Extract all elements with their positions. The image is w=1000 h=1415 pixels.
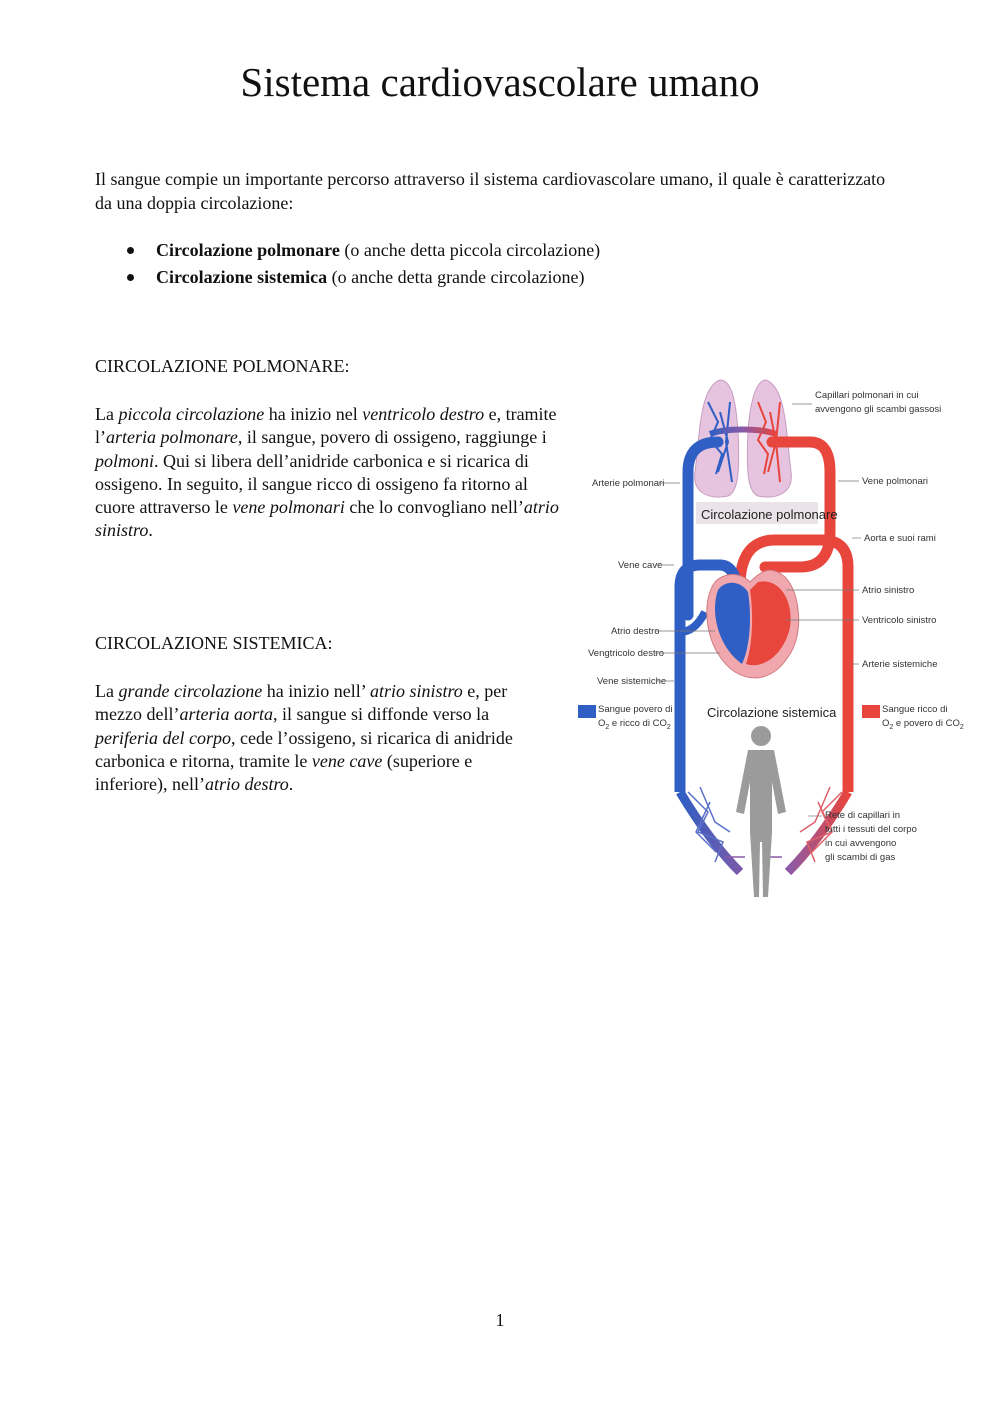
- label-vene-cave: Vene cave: [618, 560, 663, 571]
- circulation-diagram: [560, 372, 964, 902]
- label-ventricolo-sinistro: Ventricolo sinistro: [862, 615, 937, 626]
- label-capillari-polmonari-2: avvengono gli scambi gassosi: [815, 404, 942, 415]
- circulation-diagram-svg: [560, 372, 964, 902]
- label-circolazione-sistemica: Circolazione sistemica: [707, 705, 837, 720]
- bullet-icon: [127, 274, 134, 281]
- pulmonary-paragraph: La piccola circolazione ha inizio nel ventricolo destro e, tramite l’arteria polmonare, il sangue, povero di ossigeno, raggiunge i polmoni. Qui si libera dell’anidride carbonica e si ricarica di ossigeno. In seguito, il sangue ricco di ossigeno fa ritorno al cuore attraverso le vene polmonari che lo convogliano nell’atrio sinistro.: [95, 404, 559, 541]
- bullet-icon: [127, 247, 134, 254]
- label-rete-capillari-3: in cui avvengono: [825, 838, 897, 849]
- list-item-text: (o anche detta grande circolazione): [327, 267, 585, 287]
- label-aorta: Aorta e suoi rami: [864, 533, 936, 544]
- list-item: [95, 264, 895, 291]
- label-vene-sistemiche: Vene sistemiche: [597, 676, 667, 687]
- label-atrio-destro: Atrio destro: [611, 626, 660, 637]
- list-item-text: (o anche detta piccola circolazione): [339, 240, 601, 260]
- legend-red-swatch: [862, 705, 880, 718]
- systemic-heading: CIRCOLAZIONE SISTEMICA:: [95, 633, 333, 653]
- list-item-bold: Circolazione sistemica: [156, 267, 328, 287]
- label-rete-capillari-4: gli scambi di gas: [825, 852, 896, 863]
- label-vene-polmonari: Vene polmonari: [862, 476, 929, 487]
- label-arterie-sistemiche: Arterie sistemiche: [862, 659, 938, 670]
- legend-blue-line1: Sangue povero di: [598, 704, 673, 715]
- label-arterie-polmonari: Arterie polmonari: [592, 478, 665, 489]
- heart-icon: [707, 570, 799, 678]
- page-title: Sistema cardiovascolare umano: [240, 59, 760, 105]
- pulmonary-heading: CIRCOLAZIONE POLMONARE:: [95, 356, 350, 376]
- intro-paragraph: Il sangue compie un importante percorso attraverso il sistema cardiovascolare umano, il quale è caratterizzato da una doppia circolazione:: [95, 169, 886, 213]
- label-capillari-polmonari: Capillari polmonari in cui: [815, 390, 919, 401]
- legend-blue-line2: $O_2$ e ricco di $CO_2$: [598, 718, 671, 731]
- systemic-paragraph: La grande circolazione ha inizio nell’ atrio sinistro e, per mezzo dell’arteria aorta, il sangue si diffonde verso la periferia del corpo, cede l’ossigeno, si ricarica di anidride carbonica e ritorna, tramite le vene cave (superiore e inferiore), nell’atrio destro.: [95, 681, 513, 795]
- label-rete-capillari-1: Rete di capillari in: [825, 810, 900, 821]
- legend-red-line2: $O_2$ e povero di $CO_2$: [882, 718, 964, 731]
- page-number: 1: [495, 1310, 505, 1330]
- legend-blue-swatch: [578, 705, 596, 718]
- human-silhouette-icon: [736, 726, 786, 897]
- label-ventricolo-destro: Vengtricolo destro: [588, 648, 665, 659]
- list-item: [95, 237, 895, 264]
- list-item-bold: Circolazione polmonare: [156, 240, 340, 260]
- label-rete-capillari-2: tutti i tessuti del corpo: [825, 824, 917, 835]
- label-circolazione-polmonare: Circolazione polmonare: [701, 507, 838, 522]
- label-atrio-sinistro: Atrio sinistro: [862, 585, 915, 596]
- legend-red-line1: Sangue ricco di: [882, 704, 948, 715]
- circulation-list: [95, 237, 895, 291]
